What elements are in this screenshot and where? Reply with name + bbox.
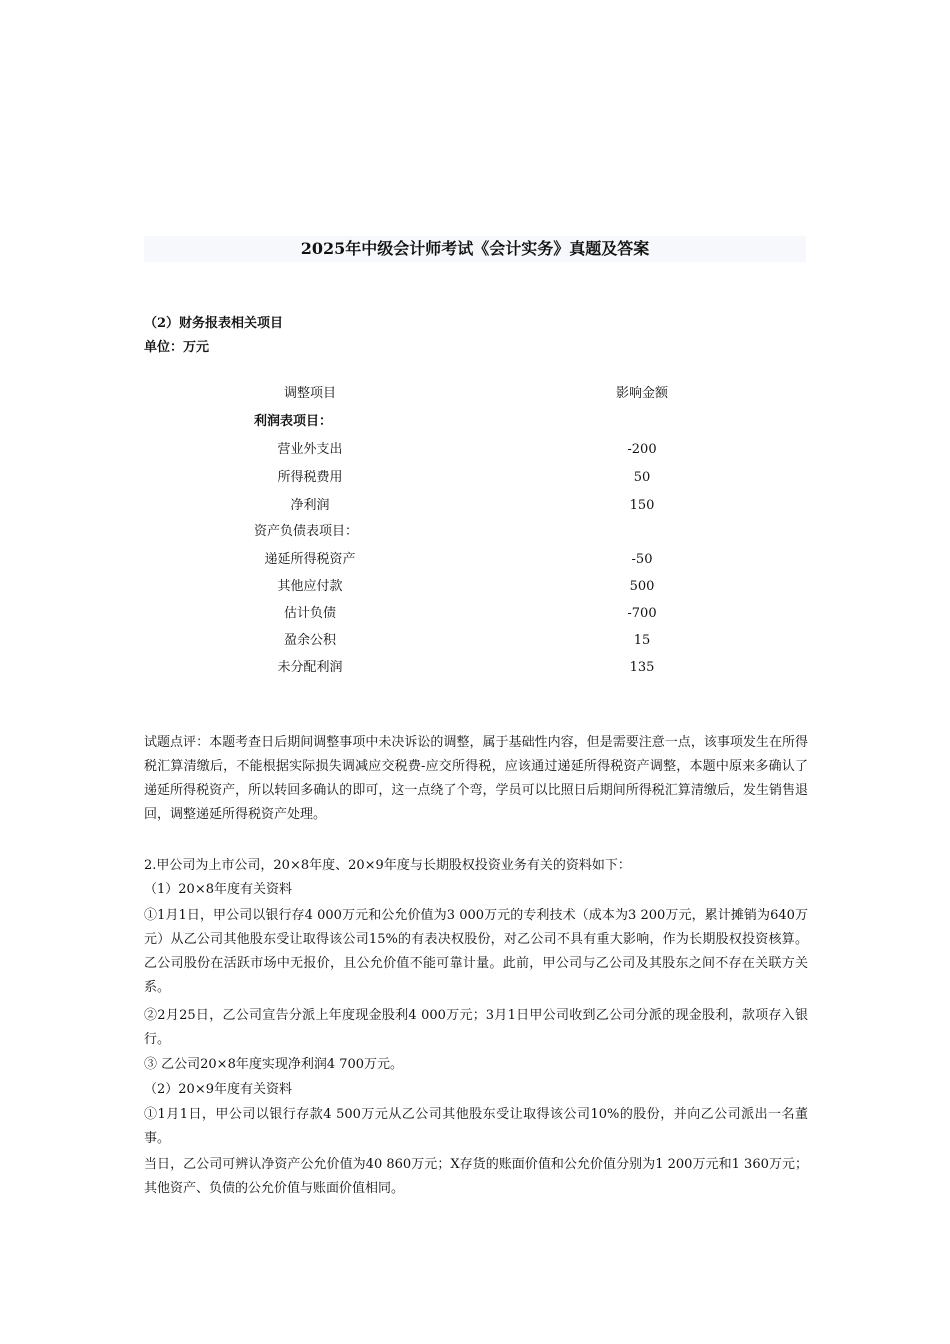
paragraph-item-5: 当日，乙公司可辨认净资产公允价值为40 860万元；X存货的账面价值和公允价值分别为1 200万元和1 360万元；其他资产、负债的公允价值与账面价值相同。 [144,1157,808,1196]
row-item: 未分配利润 [277,660,343,675]
document-title: 2025年中级会计师考试《会计实务》真题及答案 [300,239,650,258]
paragraph-item-2: ②2月25日，乙公司宣告分派上年度现金股利4 000万元；3月1日甲公司收到乙公司分派的现金股利，款项存入银行。 [144,1008,808,1047]
group-balance-sheet: 资产负债表项目： [254,524,359,539]
header-amount: 影响金额 [615,386,668,401]
table-header-row [144,384,806,404]
row-amount: -50 [631,552,653,567]
row-amount: 135 [629,660,655,675]
row-amount: 150 [629,498,655,513]
row-item: 其他应付款 [277,579,343,594]
row-item: 所得税费用 [277,470,343,485]
comment-paragraph: 试题点评：本题考查日后期间调整事项中未决诉讼的调整，属于基础性内容，但是需要注意一点，该事项发生在所得税汇算清缴后，不能根据实际损失调减应交税费-应交所得税，应该通过递延所得税资产调整，本题中原来多确认了递延所得税资产，所以转回多确认的即可，这一点绕了个弯，学员可以比照日后期间所得税汇算清缴后，发生销售退回，调整递延所得税资产处理。 [144,735,808,822]
table-group-row [144,412,806,432]
unit-label: 单位：万元 [144,340,210,355]
subsection-heading-1: （1）20×8年度有关资料 [144,882,292,897]
row-item: 估计负债 [283,606,336,621]
table-row [144,440,806,460]
document-title-bar [144,236,806,262]
paragraph-item-3: ③ 乙公司20×8年度实现净利润4 700万元。 [144,1057,404,1072]
row-item: 营业外支出 [277,442,343,457]
table-row [144,658,806,678]
row-amount: -700 [627,606,657,621]
header-item: 调整项目 [283,386,336,401]
table-row [144,604,806,624]
group-income-statement: 利润表项目： [254,414,333,429]
paragraph-item-4: ①1月1日，甲公司以银行存款4 500万元从乙公司其他股东受让取得该公司10%的股份，并向乙公司派出一名董事。 [144,1107,808,1146]
row-amount: -200 [627,442,657,457]
section-heading: （2）财务报表相关项目 [144,316,284,331]
row-item: 盈余公积 [283,633,336,648]
question-intro: 2.甲公司为上市公司，20×8年度、20×9年度与长期股权投资业务有关的资料如下： [144,858,631,873]
table-group-row [144,522,806,542]
table-row [144,631,806,651]
subsection-heading-2: （2）20×9年度有关资料 [144,1082,292,1097]
row-amount: 50 [633,470,651,485]
table-row [144,577,806,597]
row-item: 递延所得税资产 [264,552,356,567]
table-row [144,468,806,488]
table-row [144,550,806,570]
row-amount: 500 [629,579,655,594]
paragraph-item-1: ①1月1日，甲公司以银行存4 000万元和公允价值为3 000万元的专利技术（成本为3 200万元，累计摊销为640万元）从乙公司其他股东受让取得该公司15%的有表决权股份，对乙公司不具有重大影响，作为长期股权投资核算。乙公司股份在活跃市场中无报价，且公允价值不能可靠计量。此前，甲公司与乙公司及其股东之间不存在关联方关系。 [144,908,808,995]
row-item: 净利润 [290,498,330,513]
row-amount: 15 [633,633,651,648]
table-row [144,496,806,516]
